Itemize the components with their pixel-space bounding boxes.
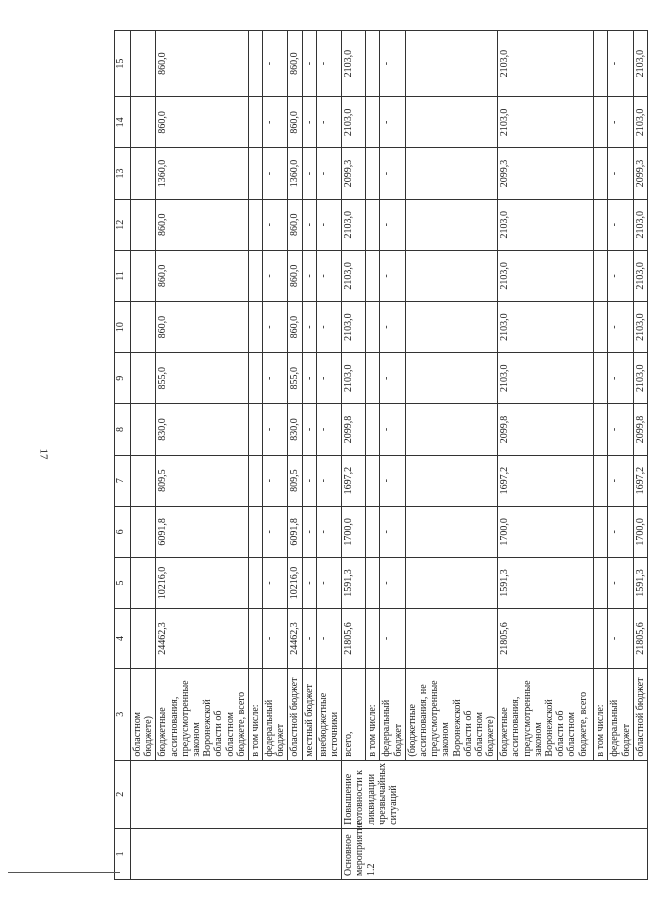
- value-cell: [248, 353, 262, 404]
- value-cell: 860,0: [288, 250, 302, 301]
- header-cell: 15: [115, 31, 131, 97]
- header-cell: 13: [115, 148, 131, 199]
- value-cell: 21805,6: [633, 609, 647, 669]
- value-cell: [594, 148, 608, 199]
- value-cell: 1360,0: [288, 148, 302, 199]
- header-cell: 1: [115, 828, 131, 879]
- value-cell: [366, 404, 380, 455]
- value-cell: 860,0: [288, 31, 302, 97]
- value-cell: -: [608, 455, 633, 506]
- activity-name-cell: Повышение готовности к ликвидации чрезвычайных ситуаций: [342, 760, 648, 828]
- value-cell: 2103,0: [498, 302, 594, 353]
- funding-source-cell: федеральный бюджет: [263, 668, 288, 760]
- value-cell: 10216,0: [156, 557, 249, 608]
- header-cell: 12: [115, 199, 131, 250]
- value-cell: [594, 455, 608, 506]
- value-cell: -: [316, 455, 341, 506]
- value-cell: -: [380, 506, 405, 557]
- funding-source-cell: в том числе:: [594, 668, 608, 760]
- header-cell: 2: [115, 760, 131, 828]
- value-cell: -: [263, 97, 288, 148]
- value-cell: 1591,3: [498, 557, 594, 608]
- value-cell: 830,0: [288, 404, 302, 455]
- value-cell: [405, 506, 498, 557]
- value-cell: 2099,3: [633, 148, 647, 199]
- header-cell: 8: [115, 404, 131, 455]
- value-cell: [405, 302, 498, 353]
- value-cell: 6091,8: [156, 506, 249, 557]
- value-cell: [131, 199, 156, 250]
- value-cell: -: [316, 302, 341, 353]
- value-cell: 830,0: [156, 404, 249, 455]
- value-cell: -: [302, 148, 316, 199]
- value-cell: [405, 199, 498, 250]
- value-cell: 1700,0: [633, 506, 647, 557]
- value-cell: [366, 97, 380, 148]
- value-cell: -: [316, 31, 341, 97]
- value-cell: [405, 97, 498, 148]
- value-cell: 2103,0: [633, 199, 647, 250]
- value-cell: [594, 302, 608, 353]
- value-cell: -: [316, 557, 341, 608]
- value-cell: 10216,0: [288, 557, 302, 608]
- value-cell: -: [263, 250, 288, 301]
- value-cell: -: [380, 609, 405, 669]
- value-cell: -: [263, 455, 288, 506]
- value-cell: [366, 455, 380, 506]
- activity-cell: Основное мероприятие 1.2: [342, 828, 648, 879]
- value-cell: 860,0: [156, 302, 249, 353]
- value-cell: 2103,0: [342, 302, 366, 353]
- value-cell: -: [302, 557, 316, 608]
- value-cell: [248, 199, 262, 250]
- value-cell: [405, 557, 498, 608]
- value-cell: [131, 455, 156, 506]
- value-cell: [366, 609, 380, 669]
- value-cell: [248, 302, 262, 353]
- value-cell: [131, 609, 156, 669]
- footnote-rule: [8, 872, 120, 873]
- value-cell: -: [302, 250, 316, 301]
- funding-source-cell: местный бюджет: [302, 668, 316, 760]
- value-cell: -: [608, 302, 633, 353]
- value-cell: [131, 31, 156, 97]
- value-cell: 809,5: [288, 455, 302, 506]
- funding-source-cell: областной бюджет: [288, 668, 302, 760]
- value-cell: 1697,2: [342, 455, 366, 506]
- value-cell: [248, 455, 262, 506]
- value-cell: 2099,8: [342, 404, 366, 455]
- value-cell: 21805,6: [498, 609, 594, 669]
- table-row: [380, 31, 405, 880]
- table-row: [248, 31, 262, 880]
- value-cell: -: [302, 97, 316, 148]
- value-cell: [131, 302, 156, 353]
- value-cell: -: [302, 455, 316, 506]
- value-cell: -: [263, 557, 288, 608]
- table-row: [366, 31, 380, 880]
- value-cell: 2099,3: [498, 148, 594, 199]
- value-cell: -: [316, 609, 341, 669]
- value-cell: [366, 506, 380, 557]
- value-cell: [248, 404, 262, 455]
- value-cell: 2103,0: [498, 31, 594, 97]
- value-cell: [405, 353, 498, 404]
- value-cell: 2103,0: [342, 250, 366, 301]
- funding-source-cell: бюджетные ассигнования, предусмотренные законом Воронежской области об областном бюджете, всего: [156, 668, 249, 760]
- table-row: [498, 31, 594, 880]
- value-cell: -: [302, 31, 316, 97]
- funding-table: [114, 30, 648, 880]
- header-cell: 3: [115, 668, 131, 760]
- value-cell: -: [316, 506, 341, 557]
- value-cell: -: [302, 506, 316, 557]
- value-cell: -: [380, 199, 405, 250]
- value-cell: 2103,0: [342, 199, 366, 250]
- value-cell: -: [380, 455, 405, 506]
- value-cell: 860,0: [288, 199, 302, 250]
- value-cell: -: [263, 404, 288, 455]
- value-cell: -: [608, 97, 633, 148]
- value-cell: [248, 31, 262, 97]
- table-frame: [114, 30, 646, 880]
- value-cell: [594, 404, 608, 455]
- value-cell: -: [302, 353, 316, 404]
- value-cell: 2099,8: [633, 404, 647, 455]
- table-row: [156, 31, 249, 880]
- value-cell: -: [380, 557, 405, 608]
- value-cell: [131, 404, 156, 455]
- value-cell: -: [263, 31, 288, 97]
- value-cell: [366, 31, 380, 97]
- value-cell: 24462,3: [288, 609, 302, 669]
- header-row: [115, 31, 131, 880]
- table-row: [131, 31, 156, 880]
- value-cell: 1591,3: [633, 557, 647, 608]
- value-cell: [594, 609, 608, 669]
- value-cell: -: [380, 31, 405, 97]
- value-cell: -: [316, 353, 341, 404]
- value-cell: 860,0: [288, 302, 302, 353]
- value-cell: -: [608, 31, 633, 97]
- value-cell: -: [380, 353, 405, 404]
- value-cell: [248, 609, 262, 669]
- value-cell: [366, 353, 380, 404]
- value-cell: [131, 506, 156, 557]
- value-cell: -: [380, 250, 405, 301]
- funding-source-cell: федеральный бюджет: [608, 668, 633, 760]
- header-cell: 14: [115, 97, 131, 148]
- funding-source-cell: всего,: [342, 668, 366, 760]
- value-cell: [131, 148, 156, 199]
- value-cell: -: [316, 404, 341, 455]
- value-cell: 1591,3: [342, 557, 366, 608]
- value-cell: 2103,0: [633, 302, 647, 353]
- value-cell: -: [302, 404, 316, 455]
- header-cell: 11: [115, 250, 131, 301]
- value-cell: -: [316, 97, 341, 148]
- value-cell: [248, 506, 262, 557]
- table-row: [316, 31, 341, 880]
- value-cell: 2099,8: [498, 404, 594, 455]
- value-cell: [366, 199, 380, 250]
- table-row: [608, 31, 633, 880]
- value-cell: -: [608, 353, 633, 404]
- value-cell: 21805,6: [342, 609, 366, 669]
- header-cell: 6: [115, 506, 131, 557]
- value-cell: 2103,0: [633, 31, 647, 97]
- table-row: [405, 31, 498, 880]
- value-cell: -: [316, 250, 341, 301]
- value-cell: 860,0: [288, 97, 302, 148]
- rotated-table-wrapper: [114, 30, 646, 880]
- value-cell: 2103,0: [498, 250, 594, 301]
- value-cell: 860,0: [156, 199, 249, 250]
- value-cell: [405, 250, 498, 301]
- header-cell: 4: [115, 609, 131, 669]
- value-cell: 2103,0: [342, 97, 366, 148]
- value-cell: 1360,0: [156, 148, 249, 199]
- value-cell: [594, 250, 608, 301]
- value-cell: -: [302, 302, 316, 353]
- value-cell: [131, 250, 156, 301]
- activity-name-cell: [131, 760, 342, 828]
- value-cell: [131, 557, 156, 608]
- value-cell: -: [302, 199, 316, 250]
- value-cell: -: [263, 353, 288, 404]
- value-cell: -: [380, 404, 405, 455]
- value-cell: 1700,0: [498, 506, 594, 557]
- value-cell: [594, 506, 608, 557]
- value-cell: -: [608, 609, 633, 669]
- header-cell: 10: [115, 302, 131, 353]
- table-body: [131, 31, 648, 880]
- value-cell: -: [263, 199, 288, 250]
- value-cell: -: [316, 148, 341, 199]
- value-cell: [248, 148, 262, 199]
- value-cell: -: [302, 609, 316, 669]
- value-cell: -: [608, 148, 633, 199]
- value-cell: [131, 353, 156, 404]
- page-number: 17: [37, 448, 50, 460]
- value-cell: -: [608, 199, 633, 250]
- value-cell: 2103,0: [498, 97, 594, 148]
- value-cell: 2103,0: [342, 353, 366, 404]
- table-row: [263, 31, 288, 880]
- value-cell: 2103,0: [633, 353, 647, 404]
- value-cell: [405, 609, 498, 669]
- value-cell: -: [316, 199, 341, 250]
- value-cell: 860,0: [156, 31, 249, 97]
- value-cell: -: [263, 302, 288, 353]
- value-cell: [366, 250, 380, 301]
- header-cell: 7: [115, 455, 131, 506]
- value-cell: [248, 97, 262, 148]
- funding-source-cell: бюджетные ассигнования, предусмотренные законом Воронежской области об областном бюджете, всего: [498, 668, 594, 760]
- value-cell: -: [608, 557, 633, 608]
- value-cell: 860,0: [156, 250, 249, 301]
- value-cell: 2103,0: [342, 31, 366, 97]
- funding-source-cell: федеральный бюджет: [380, 668, 405, 760]
- funding-source-cell: областной бюджет: [633, 668, 647, 760]
- value-cell: [594, 31, 608, 97]
- table-row: [633, 31, 647, 880]
- value-cell: 1697,2: [633, 455, 647, 506]
- value-cell: [405, 455, 498, 506]
- funding-source-cell: внебюджетные источники: [316, 668, 341, 760]
- funding-source-cell: в том числе:: [366, 668, 380, 760]
- table-row: [302, 31, 316, 880]
- value-cell: [131, 97, 156, 148]
- value-cell: 860,0: [156, 97, 249, 148]
- value-cell: 2103,0: [498, 199, 594, 250]
- value-cell: -: [380, 97, 405, 148]
- value-cell: -: [263, 609, 288, 669]
- value-cell: [594, 353, 608, 404]
- value-cell: -: [380, 148, 405, 199]
- value-cell: [405, 404, 498, 455]
- value-cell: 2099,3: [342, 148, 366, 199]
- value-cell: 1700,0: [342, 506, 366, 557]
- value-cell: -: [608, 404, 633, 455]
- funding-source-cell: (бюджетные ассигнования, не предусмотренные законом Воронежской области об областном бюджете): [405, 668, 498, 760]
- value-cell: [248, 250, 262, 301]
- value-cell: -: [608, 506, 633, 557]
- value-cell: [366, 557, 380, 608]
- value-cell: 855,0: [156, 353, 249, 404]
- value-cell: -: [608, 250, 633, 301]
- value-cell: -: [380, 302, 405, 353]
- value-cell: [594, 97, 608, 148]
- value-cell: [366, 148, 380, 199]
- value-cell: 809,5: [156, 455, 249, 506]
- header-cell: 5: [115, 557, 131, 608]
- value-cell: [594, 199, 608, 250]
- value-cell: 24462,3: [156, 609, 249, 669]
- value-cell: [405, 31, 498, 97]
- value-cell: 2103,0: [498, 353, 594, 404]
- table-row: [288, 31, 302, 880]
- value-cell: [405, 148, 498, 199]
- value-cell: 2103,0: [633, 250, 647, 301]
- value-cell: [248, 557, 262, 608]
- table-row: [342, 31, 366, 880]
- funding-source-cell: областном бюджете): [131, 668, 156, 760]
- funding-source-cell: в том числе:: [248, 668, 262, 760]
- value-cell: -: [263, 148, 288, 199]
- activity-cell: [131, 828, 342, 879]
- value-cell: 2103,0: [633, 97, 647, 148]
- table-row: [594, 31, 608, 880]
- value-cell: 6091,8: [288, 506, 302, 557]
- header-cell: 9: [115, 353, 131, 404]
- value-cell: [594, 557, 608, 608]
- value-cell: -: [263, 506, 288, 557]
- value-cell: 855,0: [288, 353, 302, 404]
- value-cell: 1697,2: [498, 455, 594, 506]
- value-cell: [366, 302, 380, 353]
